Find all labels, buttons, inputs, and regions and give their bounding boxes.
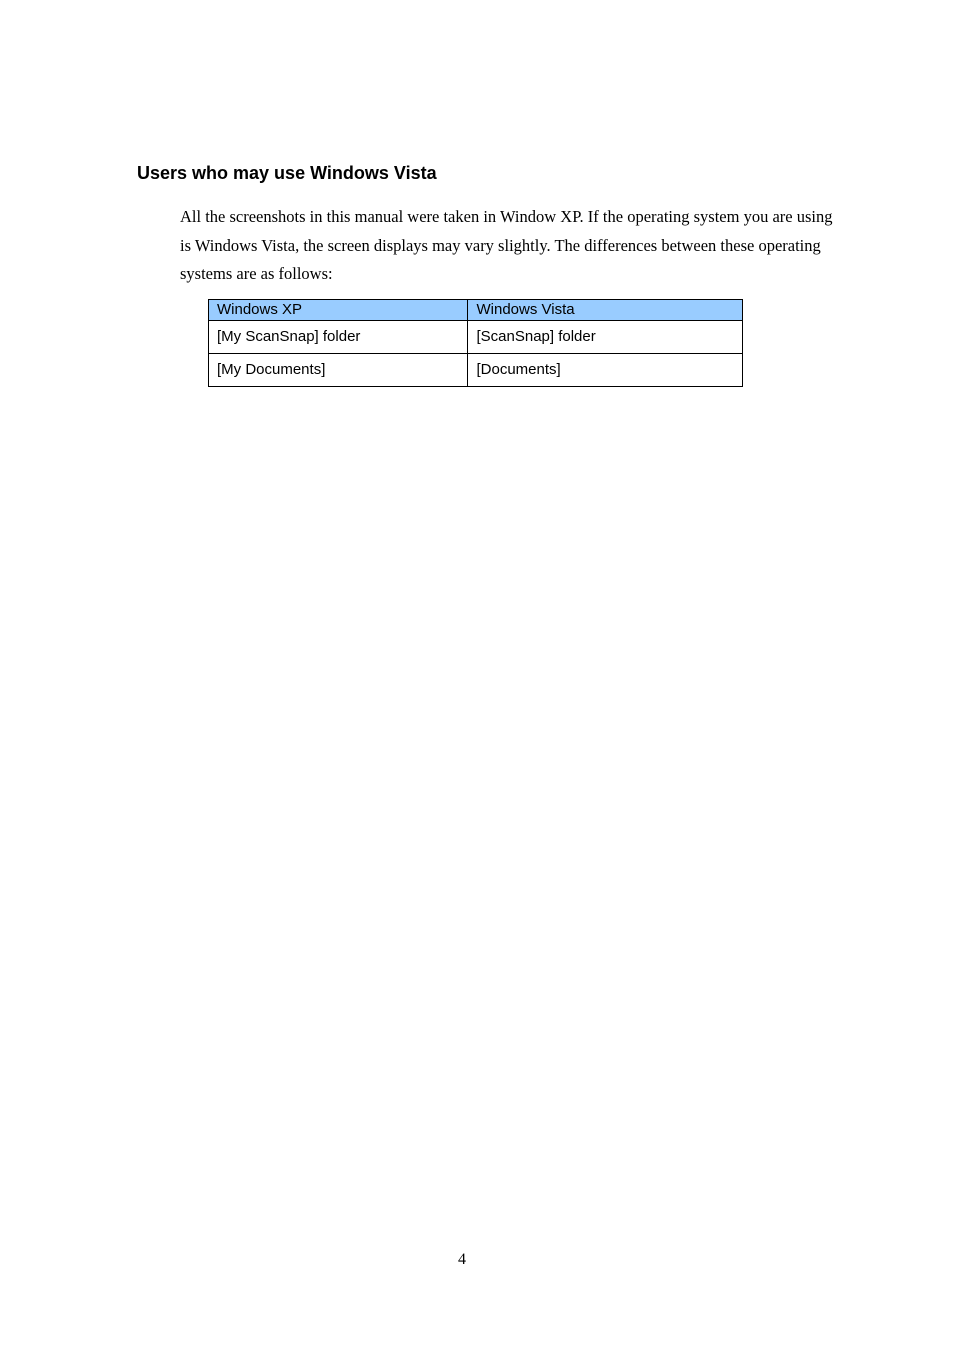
intro-paragraph: All the screenshots in this manual were taken in Window XP. If the operating system you are using is Windows Vista, the screen displays may vary slightly. The differences between these operating systems are as follows: bbox=[180, 207, 833, 284]
section-heading: Users who may use Windows Vista bbox=[137, 163, 437, 183]
os-comparison-table bbox=[208, 299, 743, 387]
table-cell: [My Documents] bbox=[209, 354, 468, 387]
table-row bbox=[209, 321, 743, 354]
table-header-cell: Windows Vista bbox=[468, 300, 743, 321]
table-header-cell: Windows XP bbox=[209, 300, 468, 321]
table-header-row bbox=[209, 300, 743, 321]
table-cell: [My ScanSnap] folder bbox=[209, 321, 468, 354]
page-number: 4 bbox=[458, 1251, 466, 1268]
table-row bbox=[209, 354, 743, 387]
table-cell: [ScanSnap] folder bbox=[468, 321, 743, 354]
table-cell: [Documents] bbox=[468, 354, 743, 387]
